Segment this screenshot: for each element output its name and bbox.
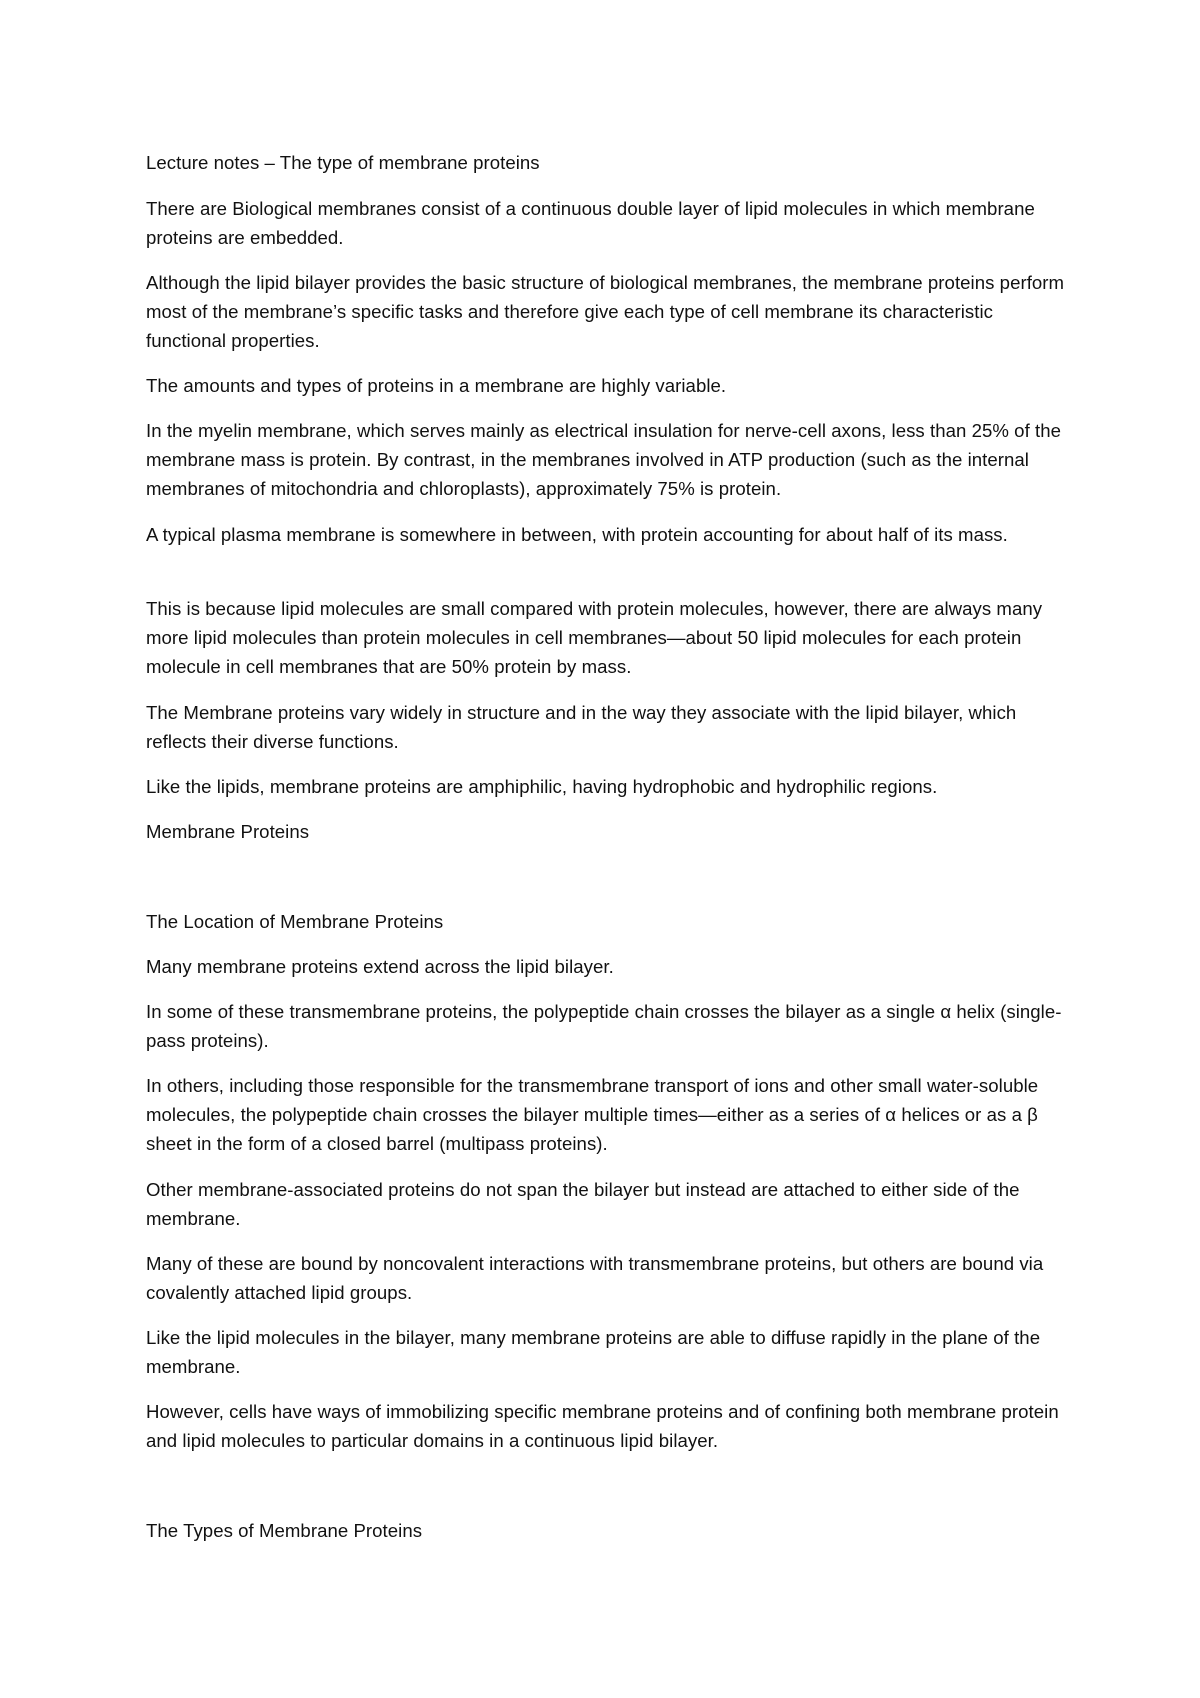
paragraph: There are Biological membranes consist of a continuous double layer of lipid molecules in which membrane proteins are embedded. [146,198,1035,248]
paragraph: Like the lipids, membrane proteins are amphiphilic, having hydrophobic and hydrophilic regions. [146,776,938,797]
paragraph: In others, including those responsible for the transmembrane transport of ions and other small water-soluble molecules, the polypeptide chain crosses the bilayer multiple times—either as a series of α helices or as a β sheet in the form of a closed barrel (multipass proteins). [146,1075,1039,1154]
paragraph: Many of these are bound by noncovalent interactions with transmembrane proteins, but others are bound via covalently attached lipid groups. [146,1253,1044,1303]
section-heading: The Types of Membrane Proteins [146,1520,423,1541]
section-heading: Membrane Proteins [146,821,310,842]
paragraph: This is because lipid molecules are small compared with protein molecules, however, there are always many more lipid molecules than protein molecules in cell membranes—about 50 lipid molecules for each protein molecule in cell membranes that are 50% protein by mass. [146,598,1043,677]
paragraph: The amounts and types of proteins in a membrane are highly variable. [146,375,727,396]
paragraph: Like the lipid molecules in the bilayer, many membrane proteins are able to diffuse rapidly in the plane of the membrane. [146,1327,1041,1377]
paragraph: Many membrane proteins extend across the lipid bilayer. [146,956,614,977]
document-title: Lecture notes – The type of membrane proteins [146,152,540,173]
paragraph: However, cells have ways of immobilizing specific membrane proteins and of confining both membrane protein and lipid molecules to particular domains in a continuous lipid bilayer. [146,1401,1059,1451]
paragraph: In the myelin membrane, which serves mainly as electrical insulation for nerve-cell axons, less than 25% of the membrane mass is protein. By contrast, in the membranes involved in ATP production (such as the internal membranes of mitochondria and chloroplasts), approximately 75% is protein. [146,420,1061,499]
paragraph: Other membrane-associated proteins do not span the bilayer but instead are attached to either side of the membrane. [146,1179,1020,1229]
paragraph: A typical plasma membrane is somewhere in between, with protein accounting for about half of its mass. [146,524,1008,545]
paragraph: In some of these transmembrane proteins, the polypeptide chain crosses the bilayer as a single α helix (single-pass proteins). [146,1001,1062,1051]
paragraph: The Membrane proteins vary widely in structure and in the way they associate with the lipid bilayer, which reflects their diverse functions. [146,702,1017,752]
section-heading: The Location of Membrane Proteins [146,911,444,932]
paragraph: Although the lipid bilayer provides the basic structure of biological membranes, the membrane proteins perform most of the membrane’s specific tasks and therefore give each type of cell membrane its characteristic functional properties. [146,272,1065,351]
